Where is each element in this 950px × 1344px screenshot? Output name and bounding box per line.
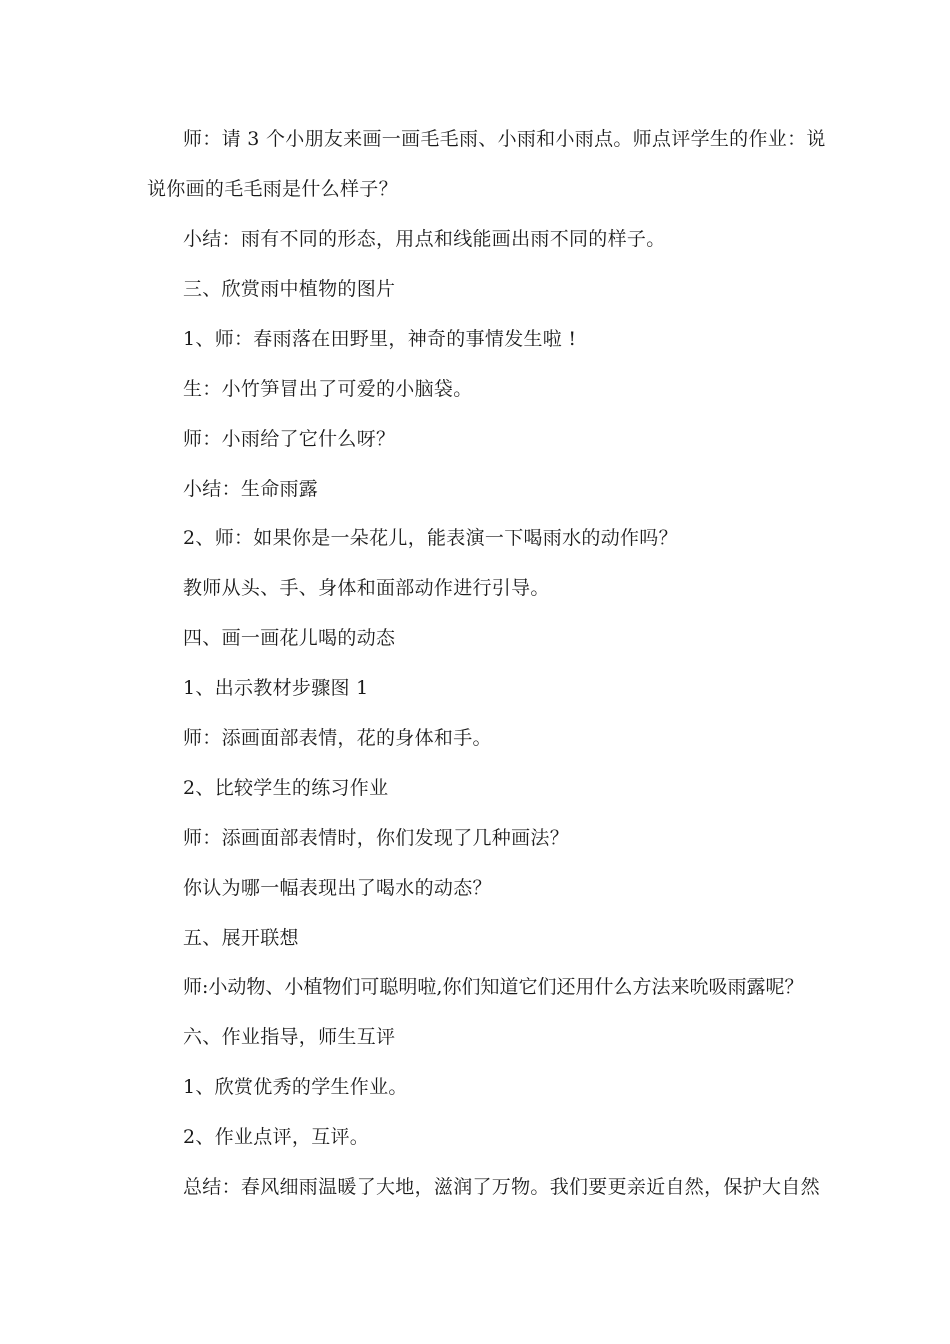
- paragraph-line: 2、师：如果你是一朵花儿，能表演一下喝雨水的动作吗？: [183, 527, 678, 549]
- paragraph-line: 2、作业点评，互评。: [183, 1126, 370, 1148]
- paragraph-line: 师:小动物、小植物们可聪明啦,你们知道它们还用什么方法来吮吸雨露呢？: [183, 976, 804, 998]
- summary-line: 小结：雨有不同的形态，用点和线能画出雨不同的样子。: [183, 228, 666, 250]
- conclusion-line: 总结：春风细雨温暖了大地，滋润了万物。我们要更亲近自然，保护大自然: [183, 1176, 820, 1198]
- paragraph-line: 1、出示教材步骤图 1: [183, 677, 369, 699]
- paragraph-line: 生：小竹笋冒出了可爱的小脑袋。: [183, 378, 473, 400]
- section-heading: 六、作业指导，师生互评: [183, 1026, 396, 1048]
- section-heading: 五、展开联想: [183, 927, 299, 949]
- paragraph-line: 师：添画面部表情，花的身体和手。: [183, 727, 492, 749]
- section-heading: 四、画一画花儿喝的动态: [183, 627, 396, 649]
- paragraph-line: 2、比较学生的练习作业: [183, 777, 389, 799]
- paragraph-line: 教师从头、手、身体和面部动作进行引导。: [183, 577, 550, 599]
- paragraph-line: 说你画的毛毛雨是什么样子？: [147, 178, 398, 200]
- section-heading: 三、欣赏雨中植物的图片: [183, 278, 396, 300]
- summary-line: 小结：生命雨露: [183, 478, 319, 500]
- paragraph-line: 师：添画面部表情时，你们发现了几种画法？: [183, 827, 570, 849]
- paragraph-line: 1、师：春雨落在田野里，神奇的事情发生啦 !: [183, 328, 577, 350]
- paragraph-line: 师：请 3 个小朋友来画一画毛毛雨、小雨和小雨点。师点评学生的作业：说: [183, 128, 826, 150]
- paragraph-line: 1、欣赏优秀的学生作业。: [183, 1076, 408, 1098]
- paragraph-line: 你认为哪一幅表现出了喝水的动态？: [183, 877, 492, 899]
- paragraph-line: 师：小雨给了它什么呀？: [183, 428, 396, 450]
